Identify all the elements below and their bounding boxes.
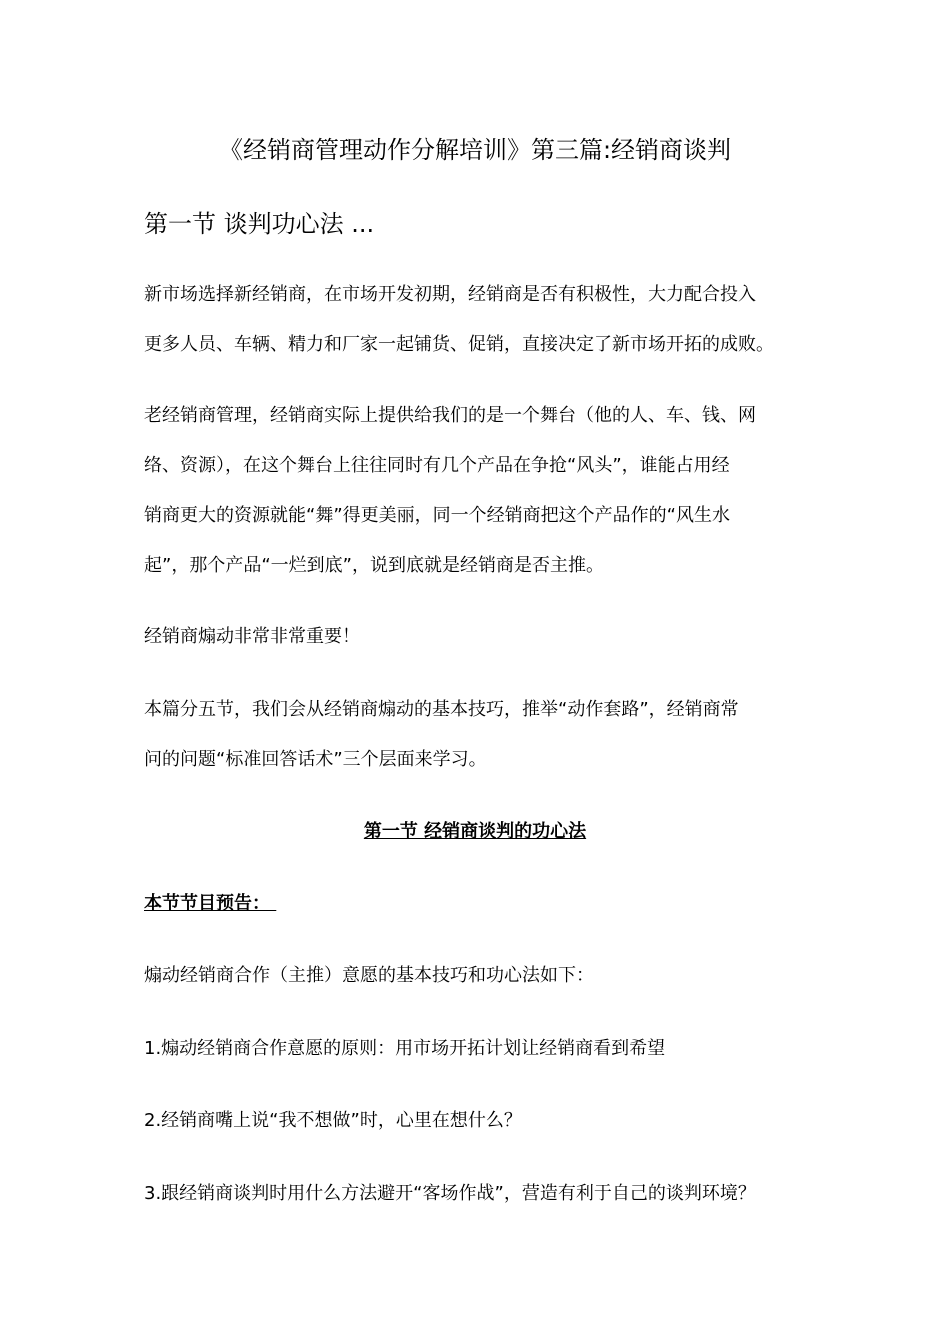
intro-text: 煽动经销商合作（主推）意愿的基本技巧和功心法如下：	[144, 965, 594, 986]
list-item: 1.煽动经销商合作意愿的原则：用市场开拓计划让经销商看到希望	[144, 1038, 666, 1059]
preview-label: 本节节目预告：	[144, 893, 277, 914]
paragraph-line: 本篇分五节，我们会从经销商煽动的基本技巧，推举“动作套路”，经销商常	[144, 699, 739, 720]
paragraph-importance	[144, 612, 824, 662]
document-title: 《经销商管理动作分解培训》第三篇:经销商谈判	[218, 136, 732, 164]
paragraph-line: 老经销商管理，经销商实际上提供给我们的是一个舞台（他的人、车、钱、网	[144, 405, 756, 426]
paragraph-line: 经销商煽动非常非常重要！	[144, 626, 360, 647]
list-item: 3.跟经销商谈判时用什么方法避开“客场作战”，营造有利于自己的谈判环境？	[144, 1183, 756, 1204]
paragraph-new-market	[144, 270, 824, 370]
paragraph-line: 问的问题“标准回答话术”三个层面来学习。	[144, 749, 487, 770]
paragraph-line: 起”，那个产品“一烂到底”，说到底就是经销商是否主推。	[144, 555, 604, 576]
paragraph-old-dealer	[144, 391, 824, 591]
list-item: 2.经销商嘴上说“我不想做”时，心里在想什么？	[144, 1110, 522, 1131]
paragraph-line: 新市场选择新经销商，在市场开发初期，经销商是否有积极性，大力配合投入	[144, 284, 756, 305]
paragraph-line: 销商更大的资源就能“舞”得更美丽，同一个经销商把这个产品作的“风生水	[144, 505, 730, 526]
section-heading: 第一节 谈判功心法 ...	[144, 210, 375, 238]
paragraph-overview	[144, 685, 824, 785]
subsection-heading: 第一节 经销商谈判的功心法	[363, 821, 587, 842]
paragraph-line: 更多人员、车辆、精力和厂家一起铺货、促销，直接决定了新市场开拓的成败。	[144, 334, 774, 355]
paragraph-line: 络、资源），在这个舞台上往往同时有几个产品在争抢“风头”，谁能占用经	[144, 455, 730, 476]
